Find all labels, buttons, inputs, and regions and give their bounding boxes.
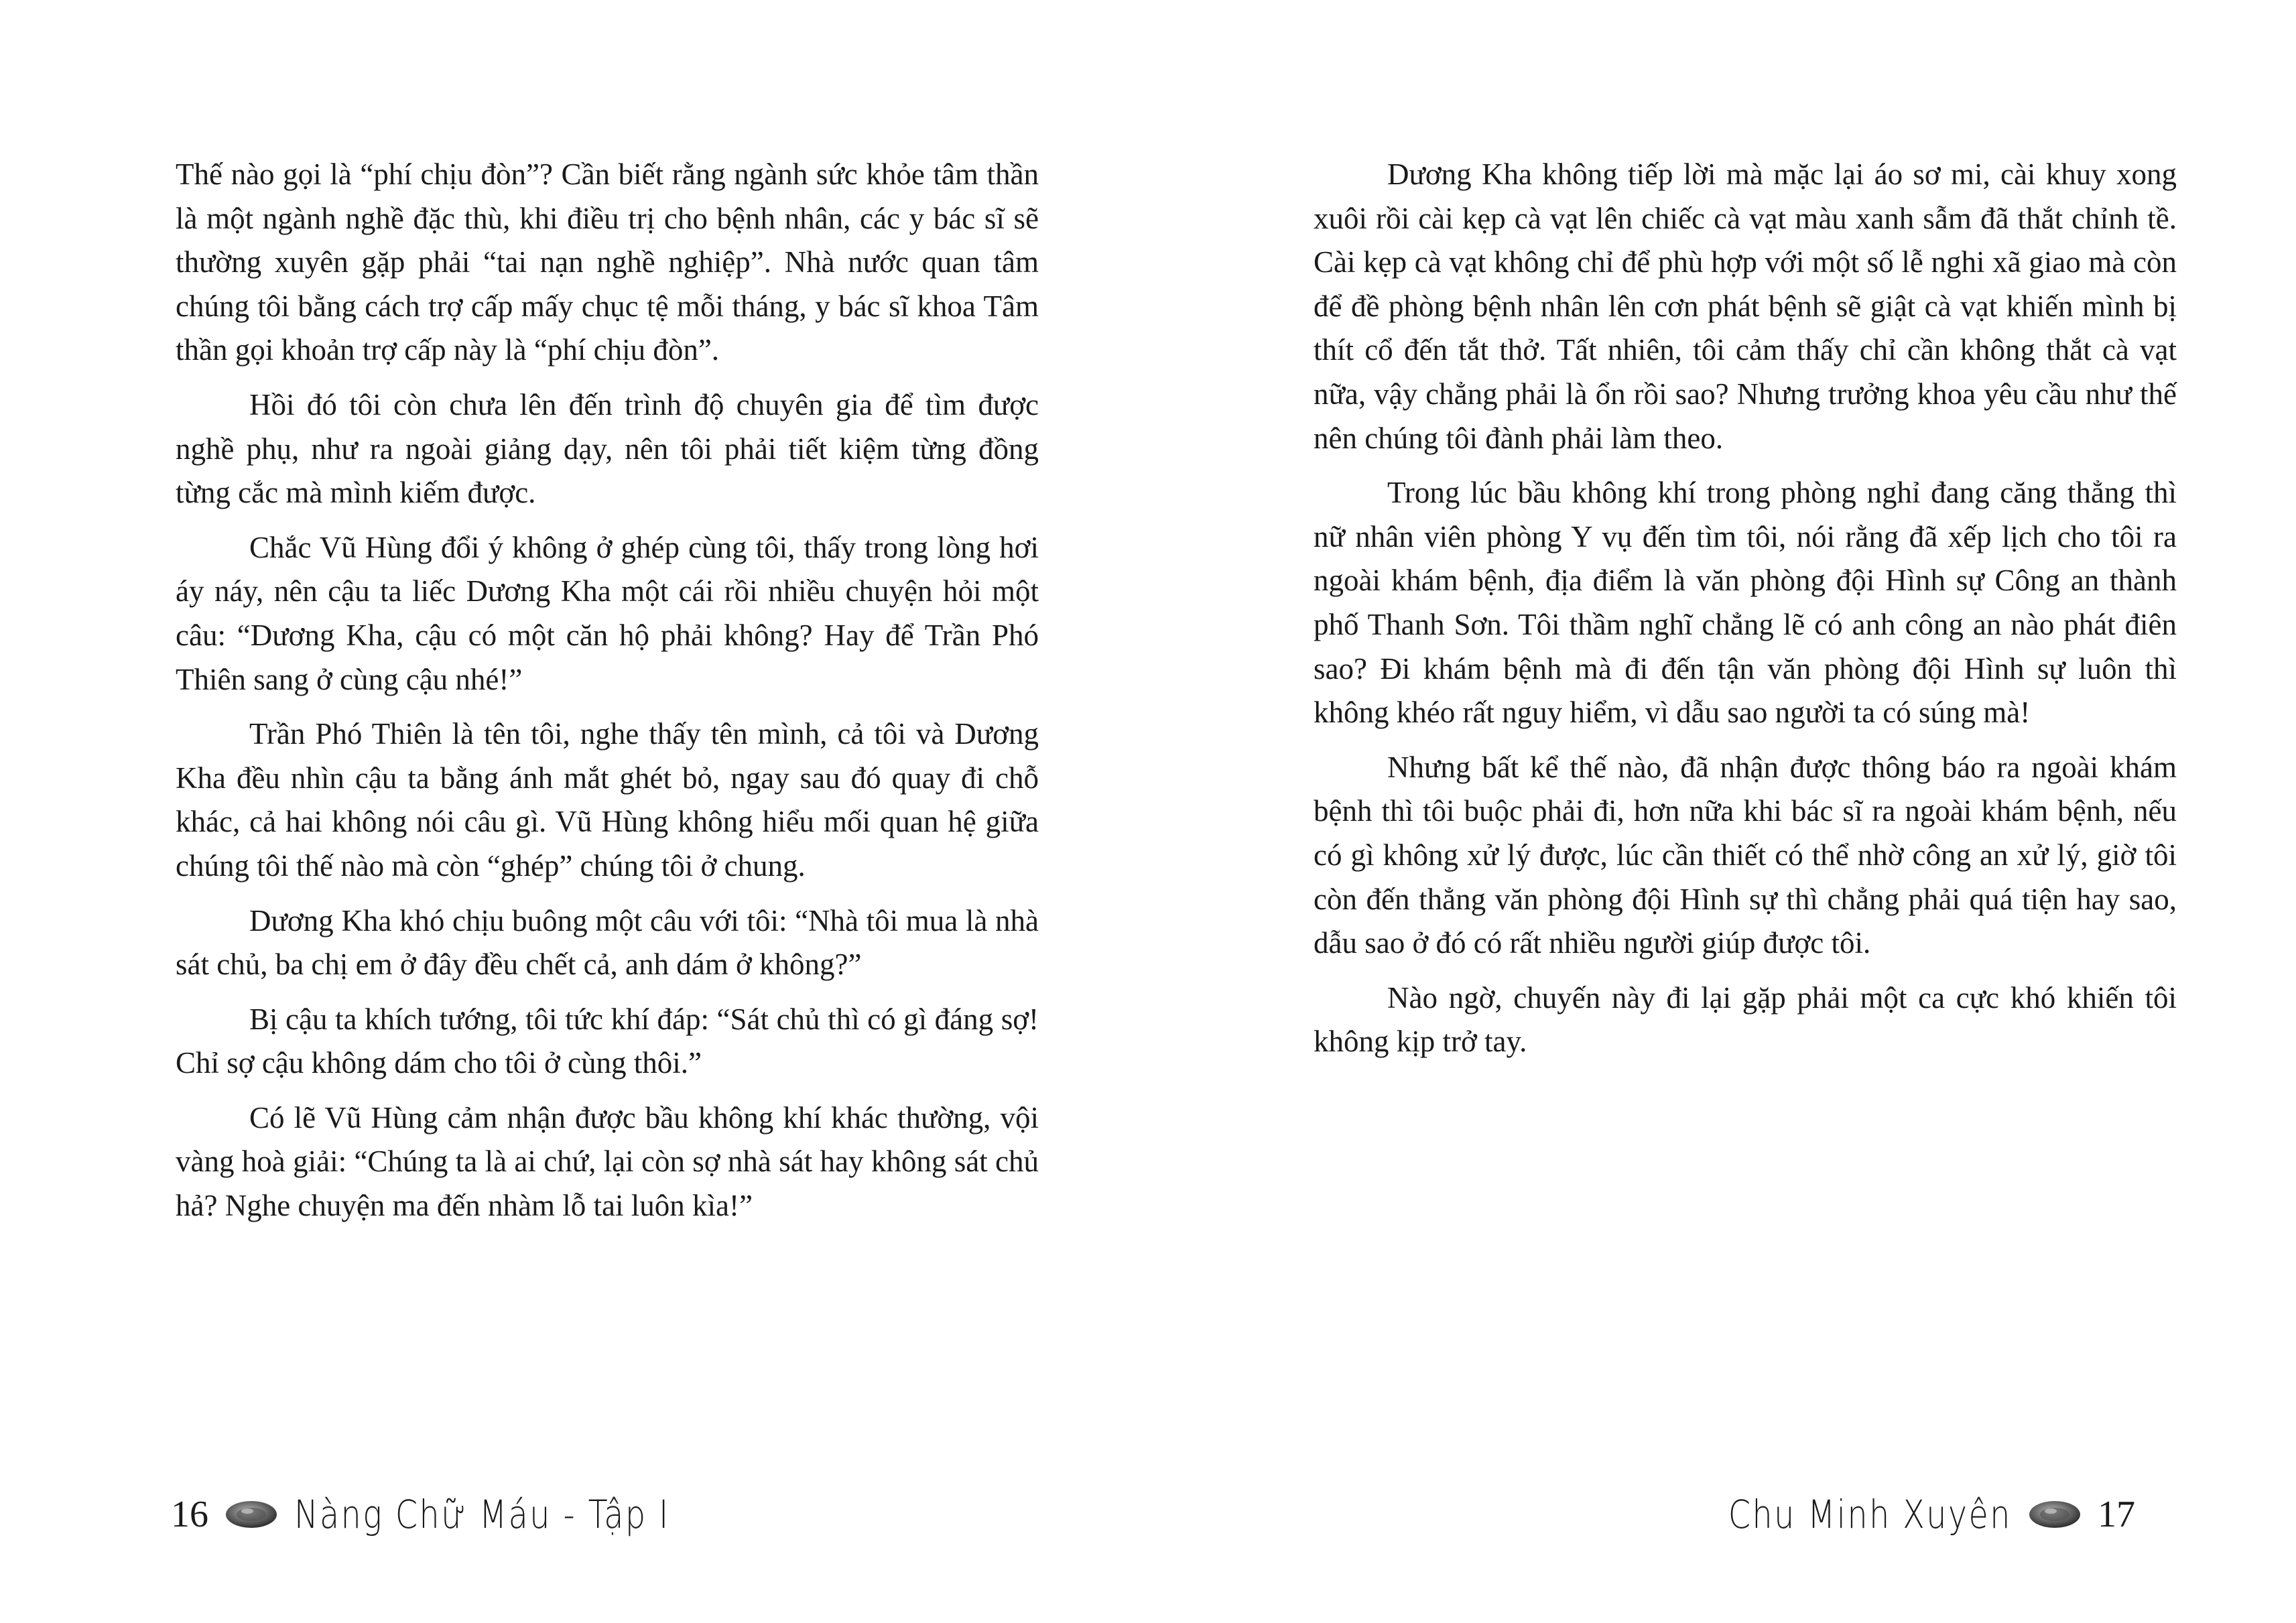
right-page-footer — [1666, 1481, 2135, 1548]
paragraph: Hồi đó tôi còn chưa lên đến trình độ chuyên gia để tìm được nghề phụ, như ra ngoài giảng dạy, nên tôi phải tiết kiệm từng đồng từng cắc mà mình kiếm được. — [176, 387, 1039, 510]
right-page — [1148, 0, 2296, 1623]
page-number: 17 — [2098, 1494, 2135, 1535]
paragraph: Nhưng bất kể thế nào, đã nhận được thông báo ra ngoài khám bệnh thì tôi buộc phải đi, hơn nữa khi bác sĩ ra ngoài khám bệnh, nếu có gì không xử lý được, lúc cần thiết có thể nhờ công an xử lý, giờ tôi còn đến thẳng văn phòng đội Hình sự thì chẳng phải quá tiện hay sao, dẫu sao ở đó có rất nhiều người giúp được tôi. — [1314, 750, 2177, 960]
paragraph: Trong lúc bầu không khí trong phòng nghỉ đang căng thẳng thì nữ nhân viên phòng Y vụ đến tìm tôi, nói rằng đã xếp lịch cho tôi ra ngoài khám bệnh, địa điểm là văn phòng đội Hình sự Công an thành phố Thanh Sơn. Tôi thầm nghĩ chẳng lẽ có anh công an nào phát điên sao? Đi khám bệnh mà đi đến tận văn phòng đội Hình sự luôn thì không khéo rất nguy hiểm, vì dẫu sao người ta có súng mà! — [1314, 476, 2177, 730]
paragraph: Chắc Vũ Hùng đổi ý không ở ghép cùng tôi, thấy trong lòng hơi áy náy, nên cậu ta liếc Dương Kha một cái rồi nhiều chuyện hỏi một câu: “Dương Kha, cậu có một căn hộ phải không? Hay để Trần Phó Thiên sang ở cùng cậu nhé!” — [176, 530, 1039, 696]
left-page-footer — [171, 1481, 753, 1548]
paragraph: Nào ngờ, chuyến này đi lại gặp phải một ca cực khó khiến tôi không kịp trở tay. — [1314, 980, 2177, 1059]
paragraph: Dương Kha khó chịu buông một câu với tôi: “Nhà tôi mua là nhà sát chủ, ba chị em ở đây đều chết cả, anh dám ở không?” — [176, 903, 1039, 982]
stone-ornament-icon — [2027, 1496, 2083, 1533]
paragraph: Thế nào gọi là “phí chịu đòn”? Cần biết rằng ngành sức khỏe tâm thần là một ngành nghề đặc thù, khi điều trị cho bệnh nhân, các y bác sĩ sẽ thường xuyên gặp phải “tai nạn nghề nghiệp”. Nhà nước quan tâm chúng tôi bằng cách trợ cấp mấy chục tệ mỗi tháng, y bác sĩ khoa Tâm thần gọi khoản trợ cấp này là “phí chịu đòn”. — [176, 157, 1039, 367]
page-number: 16 — [171, 1494, 208, 1535]
left-page-body — [176, 153, 1039, 1239]
paragraph: Trần Phó Thiên là tên tôi, nghe thấy tên mình, cả tôi và Dương Kha đều nhìn cậu ta bằng ánh mắt ghét bỏ, ngay sau đó quay đi chỗ khác, cả hai không nói câu gì. Vũ Hùng không hiểu mối quan hệ giữa chúng tôi thế nào mà còn “ghép” chúng tôi ở chung. — [176, 717, 1039, 883]
running-title: Chu Minh Xuyên — [1728, 1492, 2012, 1537]
stone-ornament-icon — [223, 1496, 279, 1533]
running-title: Nàng Chữ Máu - Tập I — [294, 1492, 670, 1537]
paragraph: Dương Kha không tiếp lời mà mặc lại áo sơ mi, cài khuy xong xuôi rồi cài kẹp cà vạt lên chiếc cà vạt màu xanh sẫm đã thắt chỉnh tề. Cài kẹp cà vạt không chỉ để phù hợp với một số lễ nghi xã giao mà còn để đề phòng bệnh nhân lên cơn phát bệnh sẽ giật cà vạt khiến mình bị thít cổ đến tắt thở. Tất nhiên, tôi cảm thấy chỉ cần không thắt cà vạt nữa, vậy chẳng phải là ổn rồi sao? Nhưng trưởng khoa yêu cầu như thế nên chúng tôi đành phải làm theo. — [1314, 157, 2177, 455]
paragraph: Có lẽ Vũ Hùng cảm nhận được bầu không khí khác thường, vội vàng hoà giải: “Chúng ta là ai chứ, lại còn sợ nhà sát hay không sát chủ hả? Nghe chuyện ma đến nhàm lỗ tai luôn kìa!” — [176, 1100, 1039, 1223]
paragraph: Bị cậu ta khích tướng, tôi tức khí đáp: “Sát chủ thì có gì đáng sợ! Chỉ sợ cậu không dám cho tôi ở cùng thôi.” — [176, 1002, 1039, 1080]
right-page-body — [1314, 153, 2177, 1075]
